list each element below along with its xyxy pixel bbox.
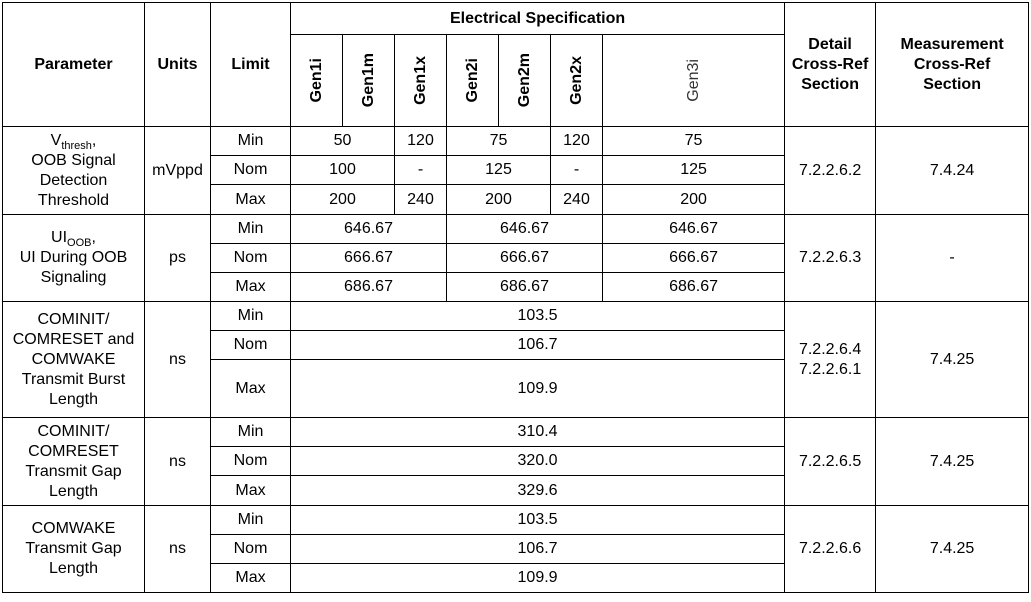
vthresh-nom-gen3: 125 xyxy=(603,156,785,185)
uioob-max-gen2: 686.67 xyxy=(447,273,603,302)
uioob-min-gen3: 646.67 xyxy=(603,215,785,244)
limit-max: Max xyxy=(211,185,291,215)
gap-max: 329.6 xyxy=(291,476,785,506)
gap-measurement: 7.4.25 xyxy=(876,418,1029,506)
vthresh-max-gen2: 200 xyxy=(447,185,551,215)
header-measurement-xref: Measurement Cross-Ref Section xyxy=(876,3,1029,127)
vthresh-nom-gen2: 125 xyxy=(447,156,551,185)
header-detail-xref: Detail Cross-Ref Section xyxy=(785,3,876,127)
header-gen1m: Gen1m xyxy=(343,35,395,127)
vthresh-max-gen1x: 240 xyxy=(395,185,447,215)
limit-nom: Nom xyxy=(211,331,291,360)
param-burst-length: COMINIT/ COMRESET and COMWAKE Transmit Burst Length xyxy=(3,302,145,418)
vthresh-min-gen2x: 120 xyxy=(551,127,603,156)
param-comwake-gap-length: COMWAKE Transmit Gap Length xyxy=(3,506,145,593)
vthresh-min-gen1: 50 xyxy=(291,127,395,156)
header-gen2i: Gen2i xyxy=(447,35,499,127)
vthresh-detail: 7.2.2.6.2 xyxy=(785,127,876,215)
vthresh-nom-gen2x: - xyxy=(551,156,603,185)
header-electrical-specification: Electrical Specification xyxy=(291,3,785,35)
units-burst: ns xyxy=(145,302,211,418)
wake-min: 103.5 xyxy=(291,506,785,535)
uioob-min-gen2: 646.67 xyxy=(447,215,603,244)
header-limit: Limit xyxy=(211,3,291,127)
burst-detail: 7.2.2.6.4 7.2.2.6.1 xyxy=(785,302,876,418)
limit-nom: Nom xyxy=(211,447,291,476)
vthresh-min-gen3: 75 xyxy=(603,127,785,156)
uioob-nom-gen2: 666.67 xyxy=(447,244,603,273)
burst-measurement: 7.4.25 xyxy=(876,302,1029,418)
limit-nom: Nom xyxy=(211,535,291,564)
uioob-nom-gen1: 666.67 xyxy=(291,244,447,273)
param-uioob: $UI_{OOB}$, UI During OOB Signaling xyxy=(3,215,145,302)
uioob-detail: 7.2.2.6.3 xyxy=(785,215,876,302)
uioob-max-gen3: 686.67 xyxy=(603,273,785,302)
gap-detail: 7.2.2.6.5 xyxy=(785,418,876,506)
header-gen1i: Gen1i xyxy=(291,35,343,127)
limit-nom: Nom xyxy=(211,156,291,185)
wake-measurement: 7.4.25 xyxy=(876,506,1029,593)
uioob-measurement: - xyxy=(876,215,1029,302)
limit-max: Max xyxy=(211,360,291,418)
wake-nom: 106.7 xyxy=(291,535,785,564)
vthresh-max-gen2x: 240 xyxy=(551,185,603,215)
param-gap-length: COMINIT/ COMRESET Transmit Gap Length xyxy=(3,418,145,506)
vthresh-max-gen1: 200 xyxy=(291,185,395,215)
limit-min: Min xyxy=(211,215,291,244)
vthresh-measurement: 7.4.24 xyxy=(876,127,1029,215)
units-gap: ns xyxy=(145,418,211,506)
limit-max: Max xyxy=(211,564,291,593)
header-units: Units xyxy=(145,3,211,127)
header-gen3i: Gen3i xyxy=(603,35,785,127)
gap-nom: 320.0 xyxy=(291,447,785,476)
header-gen1x: Gen1x xyxy=(395,35,447,127)
limit-nom: Nom xyxy=(211,244,291,273)
units-uioob: ps xyxy=(145,215,211,302)
units-wake: ns xyxy=(145,506,211,593)
wake-max: 109.9 xyxy=(291,564,785,593)
wake-detail: 7.2.2.6.6 xyxy=(785,506,876,593)
limit-min: Min xyxy=(211,302,291,331)
uioob-max-gen1: 686.67 xyxy=(291,273,447,302)
oob-spec-table xyxy=(2,2,1029,593)
limit-min: Min xyxy=(211,127,291,156)
param-vthresh: $V_{thresh}$, OOB Signal Detection Threshold xyxy=(3,127,145,215)
limit-min: Min xyxy=(211,506,291,535)
header-gen2m: Gen2m xyxy=(499,35,551,127)
uioob-min-gen1: 646.67 xyxy=(291,215,447,244)
vthresh-min-gen1x: 120 xyxy=(395,127,447,156)
burst-nom: 106.7 xyxy=(291,331,785,360)
header-gen2x: Gen2x xyxy=(551,35,603,127)
vthresh-nom-gen1: 100 xyxy=(291,156,395,185)
header-parameter: Parameter xyxy=(3,3,145,127)
limit-max: Max xyxy=(211,273,291,302)
uioob-nom-gen3: 666.67 xyxy=(603,244,785,273)
gap-min: 310.4 xyxy=(291,418,785,447)
burst-max: 109.9 xyxy=(291,360,785,418)
units-vthresh: mVppd xyxy=(145,127,211,215)
limit-min: Min xyxy=(211,418,291,447)
limit-max: Max xyxy=(211,476,291,506)
vthresh-min-gen2: 75 xyxy=(447,127,551,156)
vthresh-max-gen3: 200 xyxy=(603,185,785,215)
vthresh-nom-gen1x: - xyxy=(395,156,447,185)
burst-min: 103.5 xyxy=(291,302,785,331)
